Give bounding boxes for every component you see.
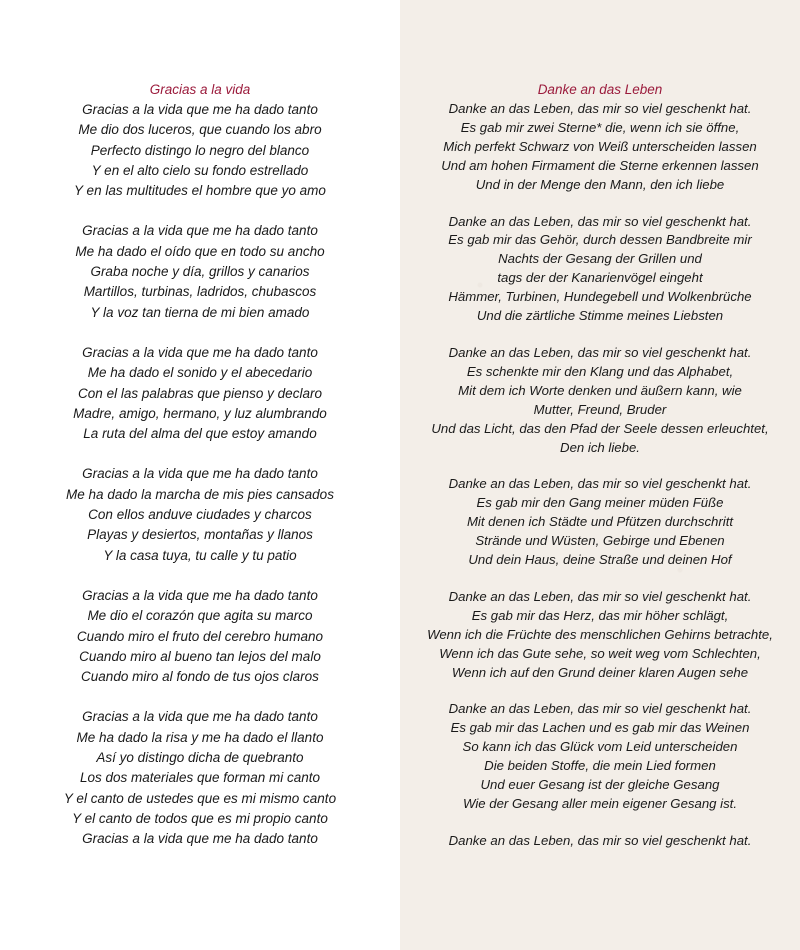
lyric-line: Gracias a la vida que me ha dado tanto xyxy=(82,466,318,482)
lyric-line: Me ha dado la marcha de mis pies cansados xyxy=(66,486,334,502)
lyric-line: Gracias a la vida que me ha dado tanto xyxy=(82,587,318,603)
lyric-line: So kann ich das Glück vom Leid unterscheiden xyxy=(462,739,738,755)
lyric-line: Danke an das Leben, das mir so viel geschenkt hat. xyxy=(448,701,752,717)
lyric-line: Nachts der Gesang der Grillen und xyxy=(498,251,702,267)
lyric-line: Me ha dado el sonido y el abecedario xyxy=(87,365,313,381)
lyric-line: Gracias a la vida que me ha dado tanto xyxy=(82,831,318,847)
lyric-line: Mutter, Freund, Bruder xyxy=(533,401,667,417)
stanza xyxy=(400,475,800,570)
lyric-line: Me ha dado la risa y me ha dado el llanto xyxy=(76,729,324,745)
lyric-line: Danke an das Leben, das mir so viel geschenkt hat. xyxy=(448,476,752,492)
lyric-line: Y en las multitudes el hombre que yo amo xyxy=(74,183,326,199)
stanza xyxy=(0,343,400,444)
lyric-line: Y la voz tan tierna de mi bien amado xyxy=(90,304,310,320)
stanza xyxy=(400,344,800,457)
lyric-line: Es gab mir den Gang meiner müden Füße xyxy=(476,495,724,511)
lyric-line: Gracias a la vida que me ha dado tanto xyxy=(82,102,318,117)
lyric-line: Gracias a la vida que me ha dado tanto xyxy=(82,709,318,725)
lyric-line: Strände und Wüsten, Gebirge und Ebenen xyxy=(475,533,725,549)
spanish-stanzas xyxy=(0,100,400,850)
lyric-line: Es schenkte mir den Klang und das Alphabet, xyxy=(466,363,734,379)
lyric-line: Und dein Haus, deine Straße und deinen Hof xyxy=(468,552,732,568)
lyric-line: Cuando miro el fruto del cerebro humano xyxy=(76,628,324,644)
lyric-line: Es gab mir das Herz, das mir höher schlägt, xyxy=(471,607,729,623)
lyric-line: Y el canto de todos que es mi propio canto xyxy=(72,810,328,826)
lyric-line: Danke an das Leben, das mir so viel geschenkt hat. xyxy=(448,832,752,848)
stanza xyxy=(0,221,400,322)
stanza xyxy=(400,213,800,326)
lyric-line: Gracias a la vida que me ha dado tanto xyxy=(82,223,318,239)
german-column xyxy=(400,0,800,950)
lyric-line: tags der der Kanarienvögel eingeht xyxy=(497,270,703,286)
lyric-line: Los dos materiales que forman mi canto xyxy=(79,770,321,786)
lyric-line: Es gab mir zwei Sterne* die, wenn ich sie öffne, xyxy=(460,119,740,135)
lyric-line: Graba noche y día, grillos y canarios xyxy=(90,264,310,280)
lyric-line: Mit denen ich Städte und Pfützen durchschritt xyxy=(466,514,734,530)
lyric-line: Es gab mir das Lachen und es gab mir das Weinen xyxy=(450,720,750,736)
lyric-line: Y en el alto cielo su fondo estrellado xyxy=(91,162,309,178)
stanza xyxy=(400,832,800,851)
stanza xyxy=(0,464,400,565)
lyric-line: Mit dem ich Worte denken und äußern kann, wie xyxy=(458,382,742,398)
lyric-line: Wenn ich auf den Grund deiner klaren Augen sehe xyxy=(451,664,749,680)
lyric-line: Me dio dos luceros, que cuando los abro xyxy=(78,122,322,138)
lyric-line: Und am hohen Firmament die Sterne erkennen lassen xyxy=(441,157,759,173)
lyric-line: Den ich liebe. xyxy=(560,439,640,455)
lyric-line: Y la casa tuya, tu calle y tu patio xyxy=(103,547,297,563)
stanza xyxy=(0,707,400,849)
lyric-line: Cuando miro al fondo de tus ojos claros xyxy=(81,669,319,685)
stanza xyxy=(0,586,400,687)
lyric-line: Und in der Menge den Mann, den ich liebe xyxy=(475,176,725,192)
stanza xyxy=(400,100,800,195)
lyric-line: Gracias a la vida que me ha dado tanto xyxy=(82,344,318,360)
stanza xyxy=(400,588,800,683)
lyric-line: Martillos, turbinas, ladridos, chubascos xyxy=(83,284,317,300)
german-title: Danke an das Leben xyxy=(537,82,663,97)
lyric-line: La ruta del alma del que estoy amando xyxy=(83,426,317,442)
lyric-line: Mich perfekt Schwarz von Weiß unterscheiden lassen xyxy=(443,138,757,154)
lyric-line: Und die zärtliche Stimme meines Liebsten xyxy=(476,308,724,324)
german-stanzas xyxy=(400,100,800,851)
lyric-line: Wie der Gesang aller mein eigener Gesang ist. xyxy=(462,796,738,811)
lyric-line: Danke an das Leben, das mir so viel geschenkt hat. xyxy=(448,101,752,116)
lyric-line: Me dio el corazón que agita su marco xyxy=(87,608,313,624)
lyric-line: Con el las palabras que pienso y declaro xyxy=(78,385,322,401)
lyric-line: Danke an das Leben, das mir so viel geschenkt hat. xyxy=(448,213,752,229)
lyric-line: Madre, amigo, hermano, y luz alumbrando xyxy=(73,405,327,421)
lyric-line: Und euer Gesang ist der gleiche Gesang xyxy=(480,777,720,793)
lyric-line: Perfecto distingo lo negro del blanco xyxy=(90,142,310,158)
stanza xyxy=(400,700,800,813)
lyric-line: Cuando miro al bueno tan lejos del malo xyxy=(79,648,321,664)
lyric-line: Die beiden Stoffe, die mein Lied formen xyxy=(484,758,716,774)
lyric-line: Wenn ich die Früchte des menschlichen Gehirns betrachte, xyxy=(427,626,773,642)
lyric-line: Es gab mir das Gehör, durch dessen Bandbreite mir xyxy=(448,232,752,248)
lyric-line: Danke an das Leben, das mir so viel geschenkt hat. xyxy=(448,344,752,360)
lyric-line: Hämmer, Turbinen, Hundegebell und Wolkenbrüche xyxy=(448,289,752,305)
lyric-line: Und das Licht, das den Pfad der Seele dessen erleuchtet, xyxy=(431,420,769,436)
lyric-line: Y el canto de ustedes que es mi mismo canto xyxy=(63,790,337,806)
lyric-line: Me ha dado el oído que en todo su ancho xyxy=(75,243,325,259)
lyric-line: Danke an das Leben, das mir so viel geschenkt hat. xyxy=(448,588,752,604)
spanish-title: Gracias a la vida xyxy=(149,82,251,97)
lyric-line: Así yo distingo dicha de quebranto xyxy=(96,750,304,766)
stanza xyxy=(0,100,400,201)
lyric-line: Con ellos anduve ciudades y charcos xyxy=(88,507,312,523)
lyric-line: Playas y desiertos, montañas y llanos xyxy=(87,527,313,543)
lyric-line: Wenn ich das Gute sehe, so weit weg vom Schlechten, xyxy=(439,645,761,661)
